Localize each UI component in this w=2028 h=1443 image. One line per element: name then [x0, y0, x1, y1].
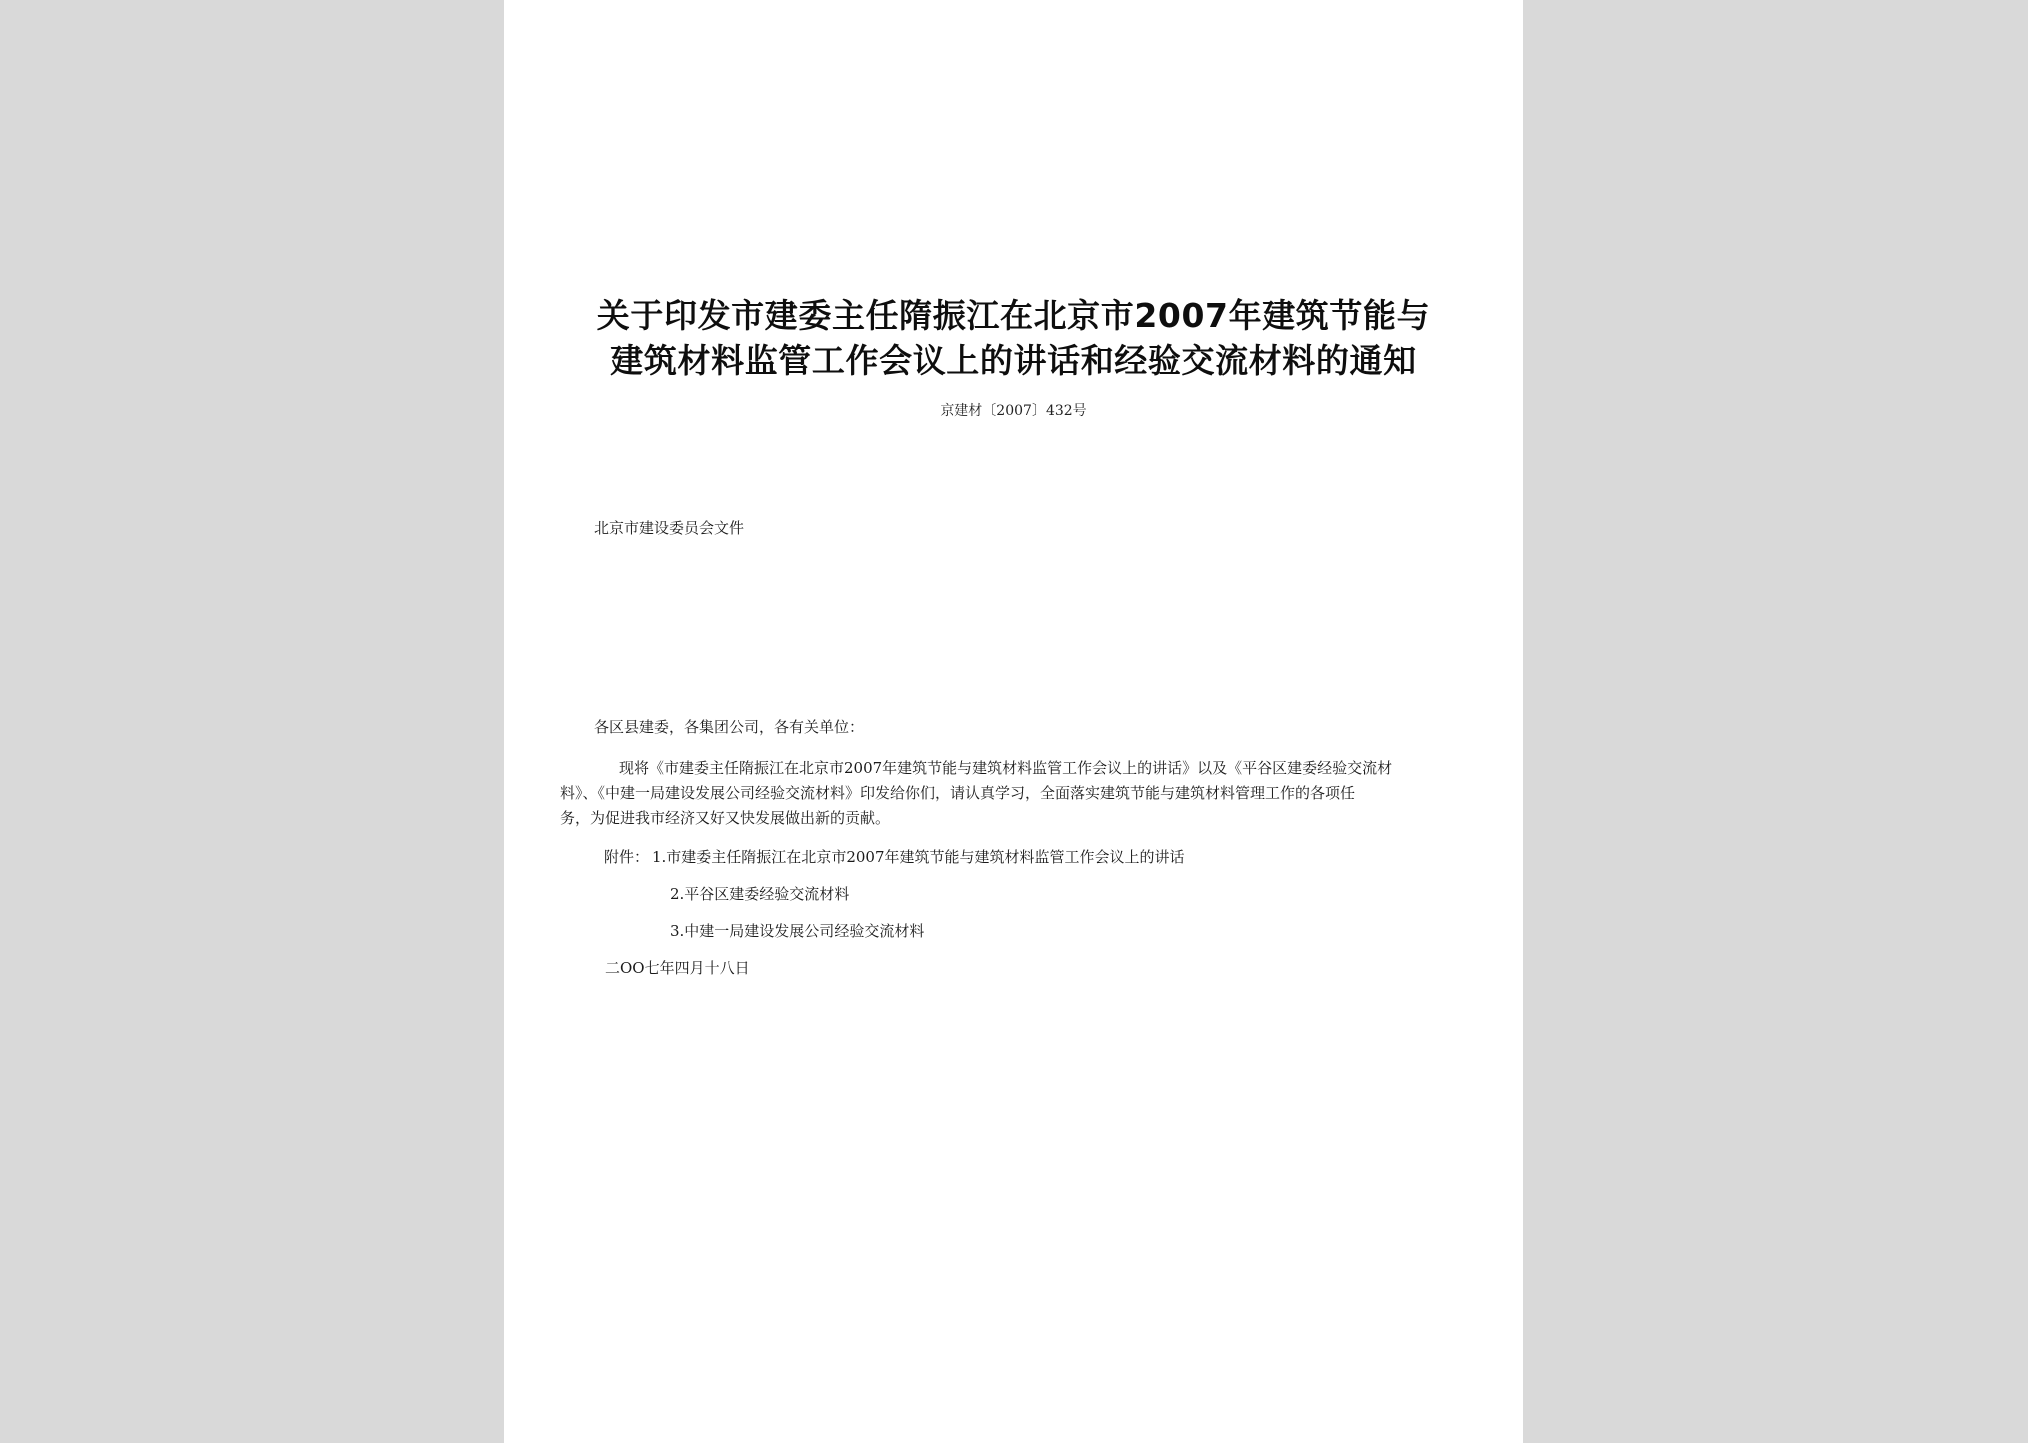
attachment-item-1: 1.市建委主任隋振江在北京市2007年建筑节能与建筑材料监管工作会议上的讲话	[652, 848, 1185, 866]
body-paragraph-line-3: 务，为促进我市经济又好又快发展做出新的贡献。	[560, 809, 891, 827]
document-number: 京建材〔2007〕432号	[940, 403, 1087, 419]
attachment-item-3: 3.中建一局建设发展公司经验交流材料	[670, 922, 925, 940]
document-page	[504, 0, 1523, 1443]
attachments-label: 附件：	[604, 848, 650, 866]
document-date: 二OO七年四月十八日	[605, 959, 750, 977]
issuer-line: 北京市建设委员会文件	[594, 519, 745, 537]
body-paragraph-line-1: 现将《市建委主任隋振江在北京市2007年建筑节能与建筑材料监管工作会议上的讲话》以及《平谷区建委经验交流材	[619, 759, 1393, 777]
recipients-line: 各区县建委，各集团公司，各有关单位：	[594, 718, 865, 736]
body-paragraph-line-2: 料》、《中建一局建设发展公司经验交流材料》印发给你们，请认真学习，全面落实建筑节能与建筑材料管理工作的各项任	[560, 784, 1356, 802]
document-title-line-1: 关于印发市建委主任隋振江在北京市2007年建筑节能与	[596, 296, 1431, 335]
document-title-line-2: 建筑材料监管工作会议上的讲话和经验交流材料的通知	[610, 341, 1417, 380]
attachment-item-2: 2.平谷区建委经验交流材料	[670, 885, 850, 903]
